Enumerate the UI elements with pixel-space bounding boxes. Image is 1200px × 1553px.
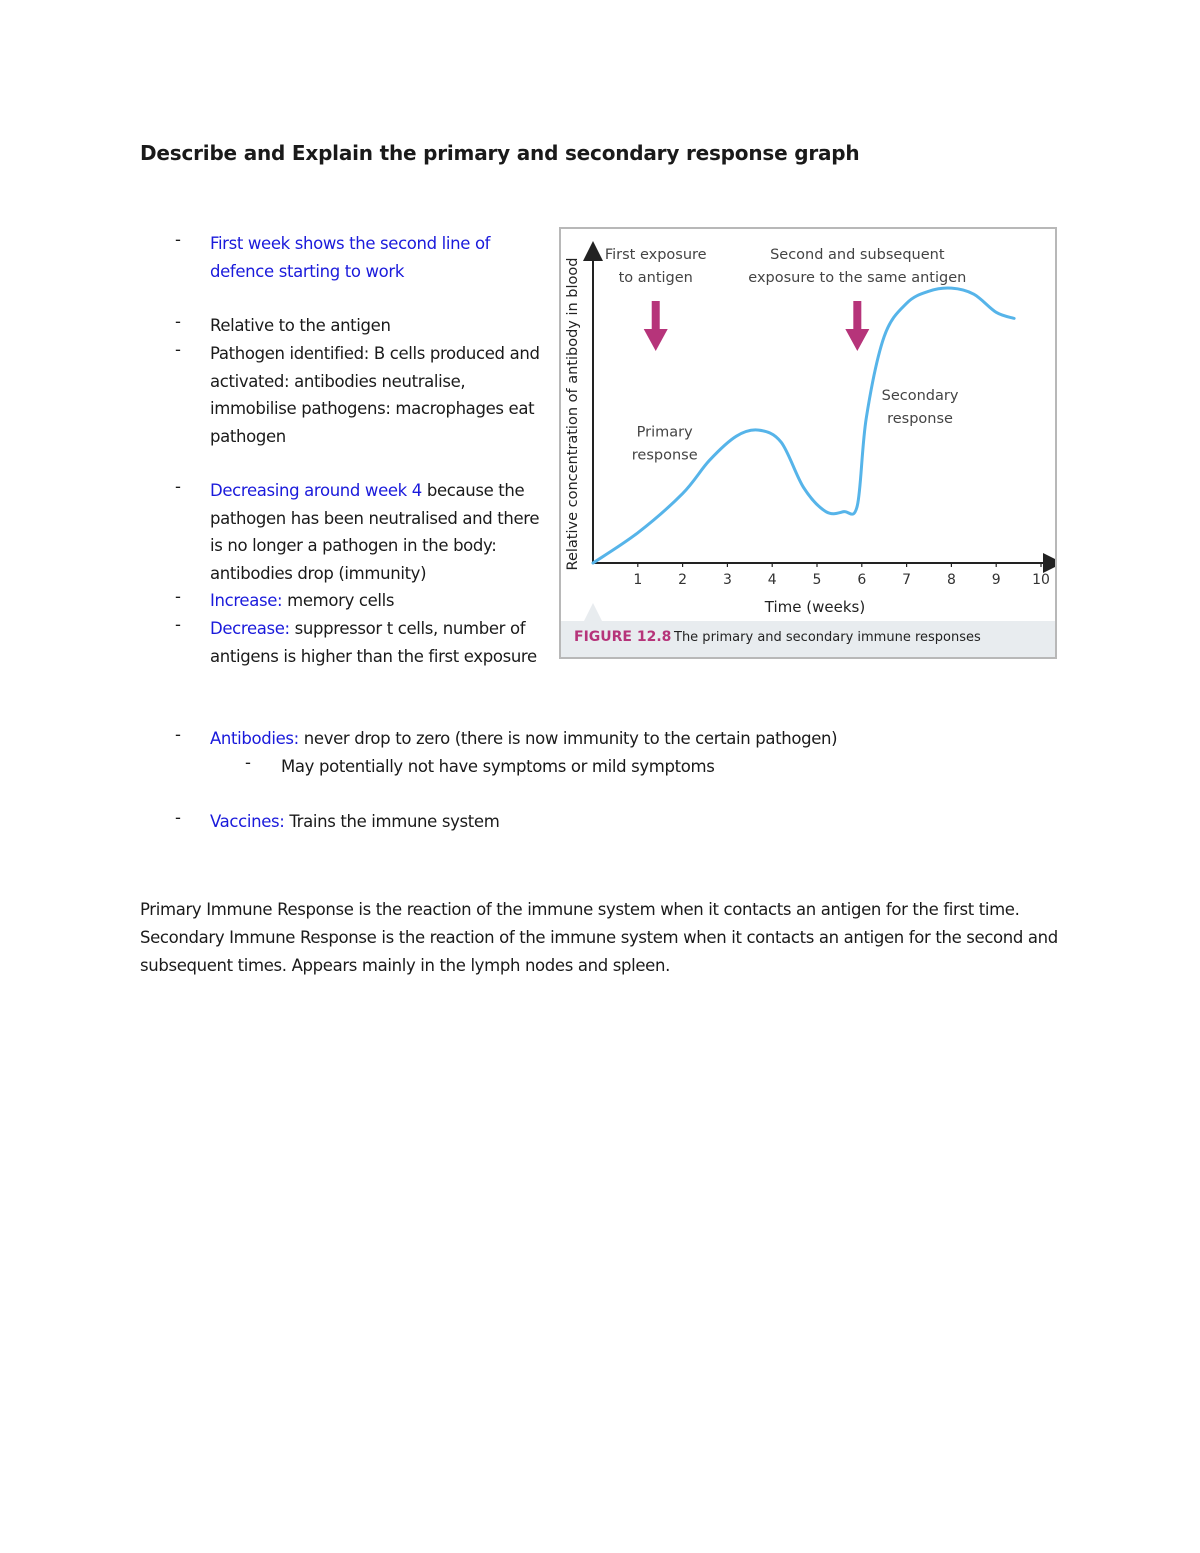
exposure-arrow-head — [644, 329, 668, 351]
x-tick-label: 3 — [722, 572, 732, 588]
bullet-dash: - — [175, 477, 181, 496]
bullet-dash: - — [175, 615, 181, 634]
bullet-3-text: Pathogen identified: B cells produced and activated: antibodies neutralise, immobilise pathogens: macrophages eat pathogen — [210, 344, 540, 446]
x-tick-label: 7 — [902, 572, 912, 588]
y-axis-label: Relative concentration of antibody in blood — [565, 257, 581, 571]
bullet-4-highlight: Decreasing around week 4 — [210, 481, 422, 500]
annotation-label: First exposure — [604, 247, 707, 263]
exposure-arrow-shaft — [853, 301, 861, 333]
bullet-dash: - — [175, 340, 181, 359]
annotation-label: Primary — [636, 424, 693, 441]
bullet-7-highlight: Antibodies: — [210, 729, 299, 748]
bullet-6-highlight: Decrease: — [210, 619, 290, 638]
bullet-dash: - — [175, 587, 181, 606]
figure-caption-text: The primary and secondary immune responses — [674, 630, 981, 645]
x-tick-label: 8 — [946, 572, 956, 588]
sub-bullet-dash: - — [245, 753, 251, 772]
x-tick-label: 5 — [812, 572, 822, 588]
immune-response-chart — [561, 229, 1055, 657]
bullet-8-rest: Trains the immune system — [284, 812, 500, 831]
x-axis-label: Time (weeks) — [764, 598, 866, 616]
bullet-dash: - — [175, 230, 181, 249]
annotation-label: to antigen — [618, 270, 693, 286]
exposure-arrow-shaft — [652, 301, 660, 333]
annotation-label: response — [887, 411, 953, 428]
bullet-dash: - — [175, 808, 181, 827]
x-tick-label: 9 — [991, 572, 1001, 588]
x-tick-label: 1 — [633, 572, 643, 588]
bullet-1-text: First week shows the second line of defence starting to work — [210, 234, 491, 281]
bullet-7-rest: never drop to zero (there is now immunity to the certain pathogen) — [298, 729, 838, 748]
bullet-6-text — [210, 615, 545, 670]
bullet-4-rest: because the pathogen has been neutralised and there is no longer a pathogen in the body: antibodies drop (immunity) — [210, 481, 540, 583]
annotation-label: Second and subsequent — [770, 247, 945, 263]
caption-notch — [583, 603, 603, 623]
bullet-7-text — [210, 725, 910, 753]
bullet-dash: - — [175, 312, 181, 331]
immune-response-figure — [559, 227, 1057, 659]
annotation-label: response — [631, 447, 698, 464]
annotation-label: exposure to the same antigen — [748, 270, 967, 286]
bullet-2-text: Relative to the antigen — [210, 316, 391, 335]
bullet-5-highlight: Increase: — [210, 591, 283, 610]
x-tick-label: 6 — [857, 572, 867, 588]
bullet-8-text — [210, 808, 910, 836]
figure-caption — [561, 621, 1055, 657]
x-tick-label: 2 — [678, 572, 688, 588]
x-tick-label: 10 — [1032, 572, 1050, 588]
bullet-5-text — [210, 587, 545, 615]
bullet-7-sub-text: May potentially not have symptoms or mild symptoms — [281, 757, 715, 776]
page-title: Describe and Explain the primary and secondary response graph — [140, 141, 860, 165]
annotation-label: Secondary — [881, 388, 959, 405]
paragraph-primary: Primary Immune Response is the reaction of the immune system when it contacts an antigen for the first time. — [140, 900, 1020, 919]
paragraph-secondary: Secondary Immune Response is the reaction of the immune system when it contacts an antigen for the second and subsequent times. Appears mainly in the lymph nodes and spleen. — [140, 928, 1058, 975]
bullet-6-rest: suppressor t cells, number of antigens is higher than the first exposure — [210, 619, 537, 666]
exposure-arrow-head — [845, 329, 869, 351]
bullet-dash: - — [175, 725, 181, 744]
bullet-5-rest: memory cells — [282, 591, 395, 610]
bullet-4-text — [210, 477, 545, 587]
bullet-8-highlight: Vaccines: — [210, 812, 285, 831]
figure-number: FIGURE 12.8 — [574, 629, 672, 645]
x-tick-label: 4 — [767, 572, 777, 588]
